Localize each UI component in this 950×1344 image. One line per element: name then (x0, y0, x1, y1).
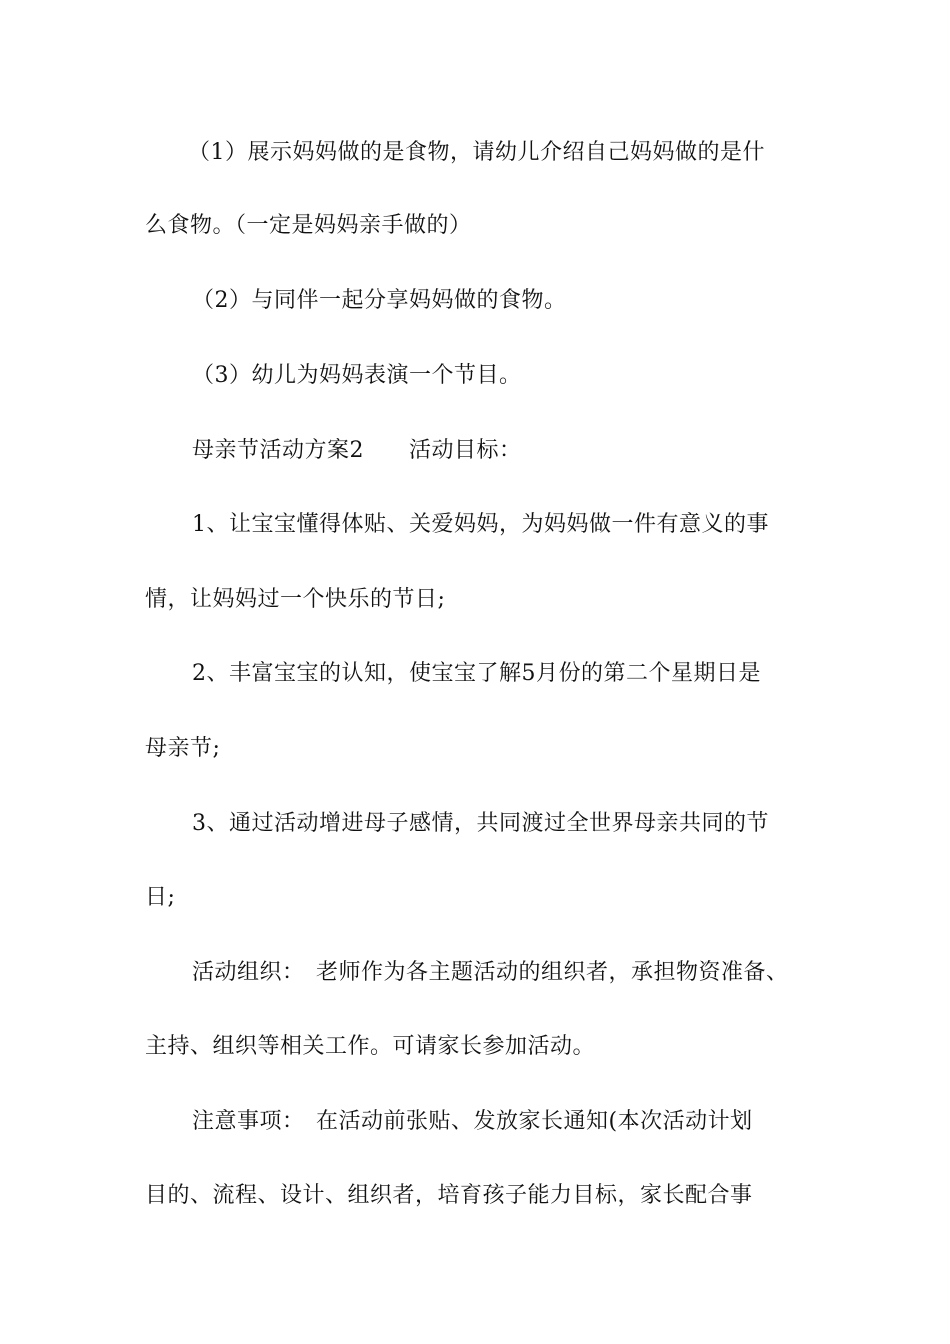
text-line: 日; (145, 885, 176, 910)
text-line: 母亲节; (145, 736, 221, 761)
text-line: 目的、流程、设计、组织者，培育孩子能力目标，家长配合事 (145, 1183, 753, 1208)
text-line: 2、丰富宝宝的认知，使宝宝了解5月份的第二个星期日是 (192, 661, 761, 686)
text-line: 主持、组织等相关工作。可请家长参加活动。 (145, 1034, 596, 1059)
text-line: 么食物。（一定是妈妈亲手做的） (145, 213, 472, 238)
text-line: 母亲节活动方案2 活动目标： (192, 438, 522, 463)
text-line: （1）展示妈妈做的是食物，请幼儿介绍自己妈妈做的是什 (188, 140, 765, 165)
text-line: 3、通过活动增进母子感情，共同渡过全世界母亲共同的节 (192, 811, 769, 836)
text-line: （3）幼儿为妈妈表演一个节目。 (192, 363, 522, 388)
text-line: 1、让宝宝懂得体贴、关爱妈妈，为妈妈做一件有意义的事 (192, 512, 769, 537)
text-line: 情，让妈妈过一个快乐的节日; (145, 587, 446, 612)
text-line: 活动组织： 老师作为各主题活动的组织者，承担物资准备、 (192, 960, 789, 985)
text-line: 注意事项： 在活动前张贴、发放家长通知(本次活动计划 (192, 1109, 753, 1134)
text-line: （2）与同伴一起分享妈妈做的食物。 (192, 288, 567, 313)
